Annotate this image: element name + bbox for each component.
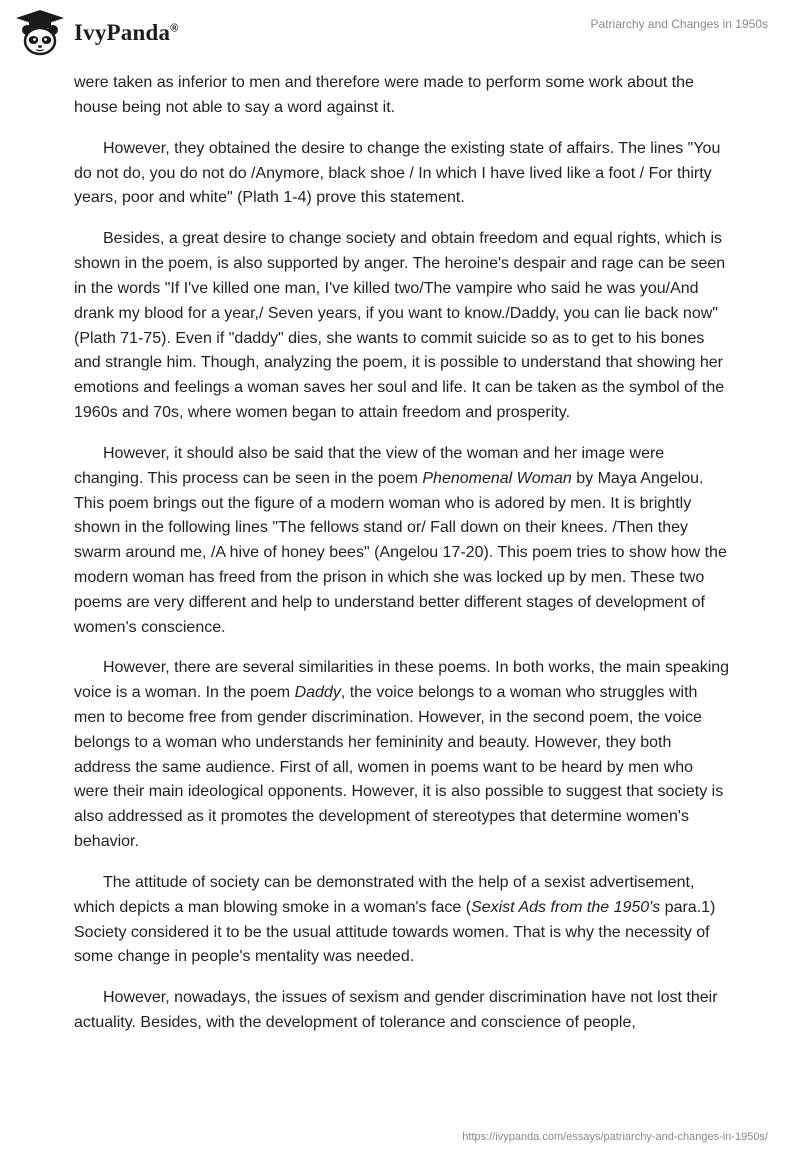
footer-url[interactable]: https://ivypanda.com/essays/patriarchy-and-changes-in-1950s/ xyxy=(462,1131,768,1143)
paragraph-7: However, nowadays, the issues of sexism and gender discrimination have not lost their actuality. Besides, with the development of tolerance and conscience of people, xyxy=(74,989,718,1032)
ivypanda-logo[interactable] xyxy=(14,8,179,58)
paragraph-1: were taken as inferior to men and therefore were made to perform some work about the house being not able to say a word against it. xyxy=(74,74,694,116)
registered-mark: ® xyxy=(170,22,179,35)
brand-name: IvyPanda® xyxy=(74,20,179,45)
poem-title-phenomenal-woman: Phenomenal Woman xyxy=(422,469,572,487)
poem-title-daddy: Daddy xyxy=(294,684,341,702)
paragraph-5: However, there are several similarities in these poems. In both works, the main speaking voice is a woman. In the poem Daddy, the voice belongs to a woman who struggles with men to become free from gender discrimination. However, in the second poem, the voice belongs to a woman who understands her femininity and beauty. However, they both address the same audience. First of all, women in poems want to be heard by men who were their main ideological opponents. However, it is also possible to suggest that society is also addressed as it promotes the development of stereotypes that determine women's behavior. xyxy=(74,659,730,851)
page-header xyxy=(0,0,800,64)
paragraph-4: However, it should also be said that the view of the woman and her image were changing. This process can be seen in the poem Phenomenal Woman by Maya Angelou. This poem brings out the figure of a modern woman who is adored by men. It is brightly shown in the following lines "The fellows stand or/ Fall down on their knees. /Then they swarm around me, /A hive of honey bees" (Angelou 17-20). This poem tries to show how the modern woman has freed from the prison in which she was locked up by men. These two poems are very different and help to understand better different stages of development of women's conscience. xyxy=(74,444,727,636)
document-title: Patriarchy and Changes in 1950s xyxy=(590,17,768,31)
paragraph-3: Besides, a great desire to change society and obtain freedom and equal rights, which is shown in the poem, is also supported by anger. The heroine's despair and rage can be seen in the words "If I've killed one man, I've killed two/The vampire who said he was you/And drank my blood for a year,/ Seven years, if you want to know./Daddy, you can lie back now" (Plath 71-75). Even if "daddy" dies, she wants to commit suicide so as to get to his bones and strangle him. Though, analyzing the poem, it is possible to understand that showing her emotions and feelings a woman saves her soul and life. It can be taken as the symbol of the 1960s and 70s, where women began to attain freedom and prosperity. xyxy=(74,230,726,421)
paragraph-6: The attitude of society can be demonstrated with the help of a sexist advertisement, which depicts a man blowing smoke in a woman's face (Sexist Ads from the 1950's para.1) Society considered it to be the usual attitude towards women. That is why the necessity of some change in people's mentality was needed. xyxy=(74,874,716,966)
source-title-sexist-ads: Sexist Ads from the 1950's xyxy=(471,898,661,916)
paragraph-2: However, they obtained the desire to change the existing state of affairs. The lines "You do not do, you do not do /Anymore, black shoe / In which I have lived like a foot / For thirty years, poor and white" (Plath 1-4) prove this statement. xyxy=(74,139,721,207)
essay-body xyxy=(74,71,730,1052)
panda-graduation-cap-icon xyxy=(14,8,66,58)
